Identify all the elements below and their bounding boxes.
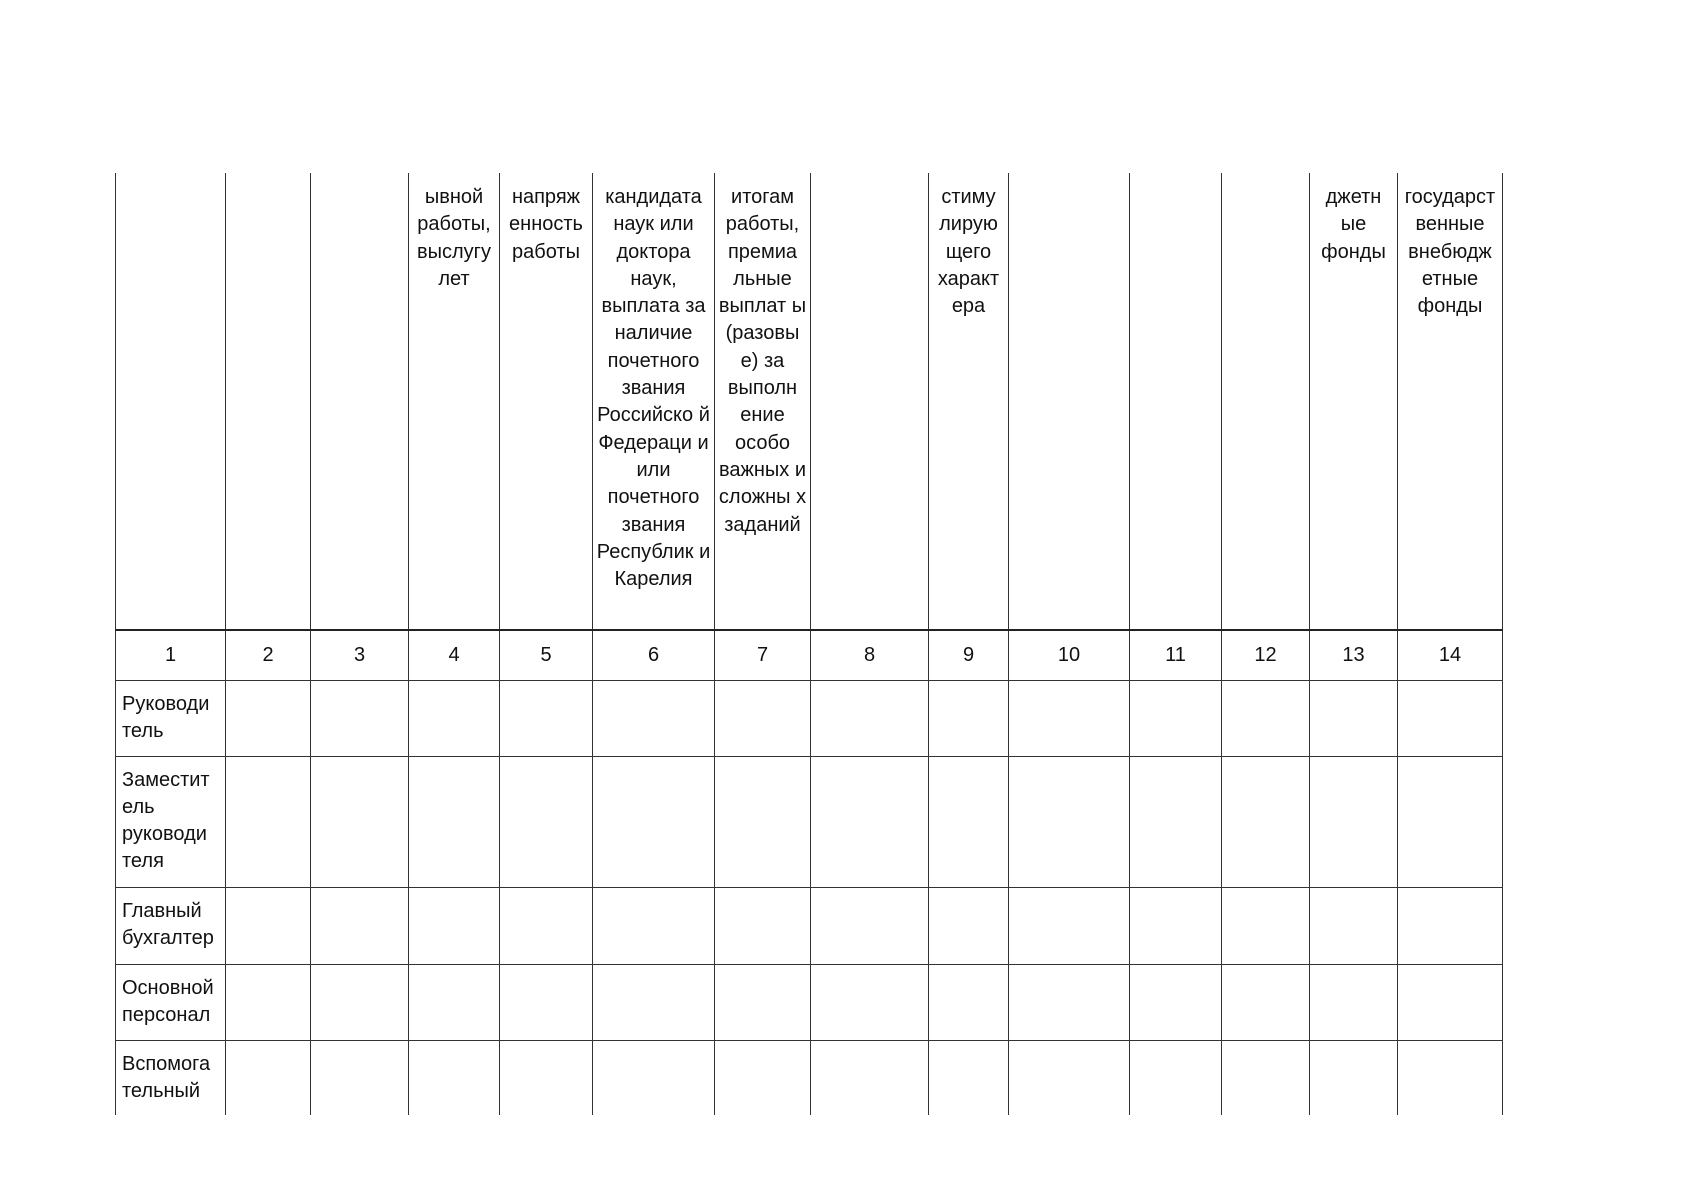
- table-cell: [929, 887, 1009, 964]
- table-cell: [811, 887, 929, 964]
- header-cell-col-12: [1222, 173, 1310, 630]
- table-cell: [409, 964, 500, 1040]
- table-cell: [409, 1040, 500, 1115]
- table-cell: [1398, 1040, 1503, 1115]
- table-cell: [1310, 680, 1398, 756]
- table-cell: [1130, 964, 1222, 1040]
- table-cell: [1222, 680, 1310, 756]
- table-cell: [715, 964, 811, 1040]
- column-number: 10: [1009, 630, 1130, 680]
- table-cell: [1222, 964, 1310, 1040]
- header-cell-col-10: [1009, 173, 1130, 630]
- table-cell: [1222, 1040, 1310, 1115]
- table-cell: [500, 1040, 593, 1115]
- column-number: 11: [1130, 630, 1222, 680]
- column-number: 3: [311, 630, 409, 680]
- row-label: Вспомога тельный: [116, 1040, 226, 1115]
- table-cell: [1310, 964, 1398, 1040]
- header-cell-col-4: ывной работы, выслугу лет: [409, 173, 500, 630]
- table-cell: [929, 680, 1009, 756]
- table-cell: [929, 756, 1009, 887]
- header-cell-col-2: [226, 173, 311, 630]
- table-cell: [1009, 1040, 1130, 1115]
- table-cell: [715, 887, 811, 964]
- table-row: [116, 1040, 1503, 1115]
- row-label: Главный бухгалтер: [116, 887, 226, 964]
- table-cell: [226, 756, 311, 887]
- column-number: 5: [500, 630, 593, 680]
- table-cell: [311, 964, 409, 1040]
- table-cell: [811, 1040, 929, 1115]
- table-cell: [811, 680, 929, 756]
- table-cell: [409, 680, 500, 756]
- column-number: 9: [929, 630, 1009, 680]
- table-cell: [1130, 680, 1222, 756]
- header-cell-col-14: государст венные внебюдж етные фонды: [1398, 173, 1503, 630]
- table-cell: [1398, 964, 1503, 1040]
- column-number: 1: [116, 630, 226, 680]
- row-label: Основной персонал: [116, 964, 226, 1040]
- table-cell: [593, 1040, 715, 1115]
- table-cell: [1398, 756, 1503, 887]
- table-cell: [1222, 887, 1310, 964]
- table-cell: [593, 756, 715, 887]
- table-cell: [593, 887, 715, 964]
- header-cell-col-1: [116, 173, 226, 630]
- table-cell: [811, 964, 929, 1040]
- table-cell: [226, 1040, 311, 1115]
- table-cell: [311, 680, 409, 756]
- table-cell: [1398, 680, 1503, 756]
- table-cell: [1009, 680, 1130, 756]
- table-cell: [715, 1040, 811, 1115]
- column-number: 2: [226, 630, 311, 680]
- table-cell: [811, 756, 929, 887]
- header-cell-col-3: [311, 173, 409, 630]
- table-cell: [715, 680, 811, 756]
- header-cell-col-11: [1130, 173, 1222, 630]
- column-number: 7: [715, 630, 811, 680]
- table-cell: [715, 756, 811, 887]
- header-continuation-row: [116, 173, 1503, 630]
- table-cell: [1130, 1040, 1222, 1115]
- table-cell: [1009, 756, 1130, 887]
- column-number: 14: [1398, 630, 1503, 680]
- table-cell: [500, 756, 593, 887]
- table-cell: [311, 1040, 409, 1115]
- row-label: Заместит ель руководи теля: [116, 756, 226, 887]
- table-cell: [1398, 887, 1503, 964]
- table-cell: [1310, 1040, 1398, 1115]
- table-cell: [929, 964, 1009, 1040]
- table-cell: [311, 887, 409, 964]
- table-cell: [593, 964, 715, 1040]
- table-cell: [226, 887, 311, 964]
- table-cell: [1310, 887, 1398, 964]
- table-cell: [226, 680, 311, 756]
- header-cell-col-8: [811, 173, 929, 630]
- table-cell: [1222, 756, 1310, 887]
- table-row: [116, 756, 1503, 887]
- table-cell: [500, 964, 593, 1040]
- header-cell-col-7: итогам работы, премиа льные выплат ы (разовы е) за выполн ение особо важных и сложны х заданий: [715, 173, 811, 630]
- column-number-row: [116, 630, 1503, 680]
- salary-structure-table: [115, 173, 1503, 1115]
- table-cell: [226, 964, 311, 1040]
- table-row: [116, 887, 1503, 964]
- header-cell-col-13: джетн ые фонды: [1310, 173, 1398, 630]
- table-cell: [1130, 756, 1222, 887]
- table-cell: [1310, 756, 1398, 887]
- table-cell: [1009, 887, 1130, 964]
- header-cell-col-6: кандидата наук или доктора наук, выплата за наличие почетного звания Российско й Федераци и или почетного звания Республик и Карелия: [593, 173, 715, 630]
- column-number: 4: [409, 630, 500, 680]
- table-cell: [1130, 887, 1222, 964]
- header-cell-col-5: напряж енность работы: [500, 173, 593, 630]
- table-cell: [929, 1040, 1009, 1115]
- row-label: Руководи тель: [116, 680, 226, 756]
- table-cell: [409, 887, 500, 964]
- table-cell: [1009, 964, 1130, 1040]
- column-number: 8: [811, 630, 929, 680]
- column-number: 13: [1310, 630, 1398, 680]
- table-row: [116, 964, 1503, 1040]
- column-number: 6: [593, 630, 715, 680]
- column-number: 12: [1222, 630, 1310, 680]
- table-row: [116, 680, 1503, 756]
- table-cell: [311, 756, 409, 887]
- table-cell: [500, 680, 593, 756]
- table-cell: [593, 680, 715, 756]
- table-cell: [500, 887, 593, 964]
- table-cell: [409, 756, 500, 887]
- header-cell-col-9: стиму лирую щего характ ера: [929, 173, 1009, 630]
